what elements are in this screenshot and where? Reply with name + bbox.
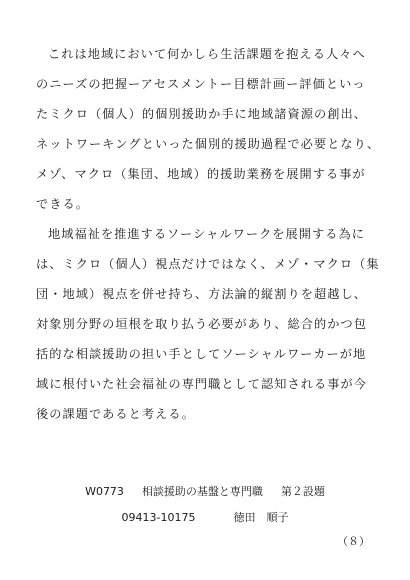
student-id: 09413-10175 [121, 511, 196, 524]
course-code: W0773 [85, 485, 124, 498]
text-line: これは地域において何かしら生活課題を抱える人々へ [48, 47, 366, 61]
footer-author-line [0, 510, 410, 526]
text-line: 後の課題であると考える。 [36, 407, 195, 421]
footer-course-line [0, 484, 410, 500]
paragraph-1 [36, 39, 381, 219]
text-line: は、ミクロ（個人）視点だけではなく、メゾ・マクロ（集 [36, 257, 380, 271]
text-line: 対象別分野の垣根を取り払う必要があり、総合的かつ包 [36, 317, 367, 331]
text-line: のニーズの把握ーアセスメントー目標計画ー評価といっ [36, 77, 366, 91]
text-line: たミクロ（個人）的個別援助か手に地域諸資源の創出、 [36, 107, 367, 121]
text-line: 地域福祉を推進するソーシャルワークを展開する為に [48, 227, 365, 241]
text-line: メゾ、マクロ（集団、地域）的援助業務を展開する事が [36, 167, 366, 181]
text-line: できる。 [36, 197, 89, 211]
assignment-label: 第２設題 [280, 485, 325, 498]
student-name: 徳田 順子 [233, 511, 289, 524]
text-line: ネットワーキングといった個別的援助過程で必要となり、 [36, 137, 381, 151]
course-title: 相談援助の基盤と専門職 [141, 485, 263, 498]
text-line: 括的な相談援助の担い手としてソーシャルワーカーが地 [36, 347, 367, 361]
text-line: 団・地域）視点を併せ持ち、方法論的縦割りを超越し、 [36, 287, 367, 301]
page-number: （８） [337, 535, 370, 548]
text-line: 域に根付いた社会福祉の専門職として認知される事が今 [36, 377, 367, 391]
essay-body [36, 39, 381, 429]
paragraph-2 [36, 219, 380, 429]
